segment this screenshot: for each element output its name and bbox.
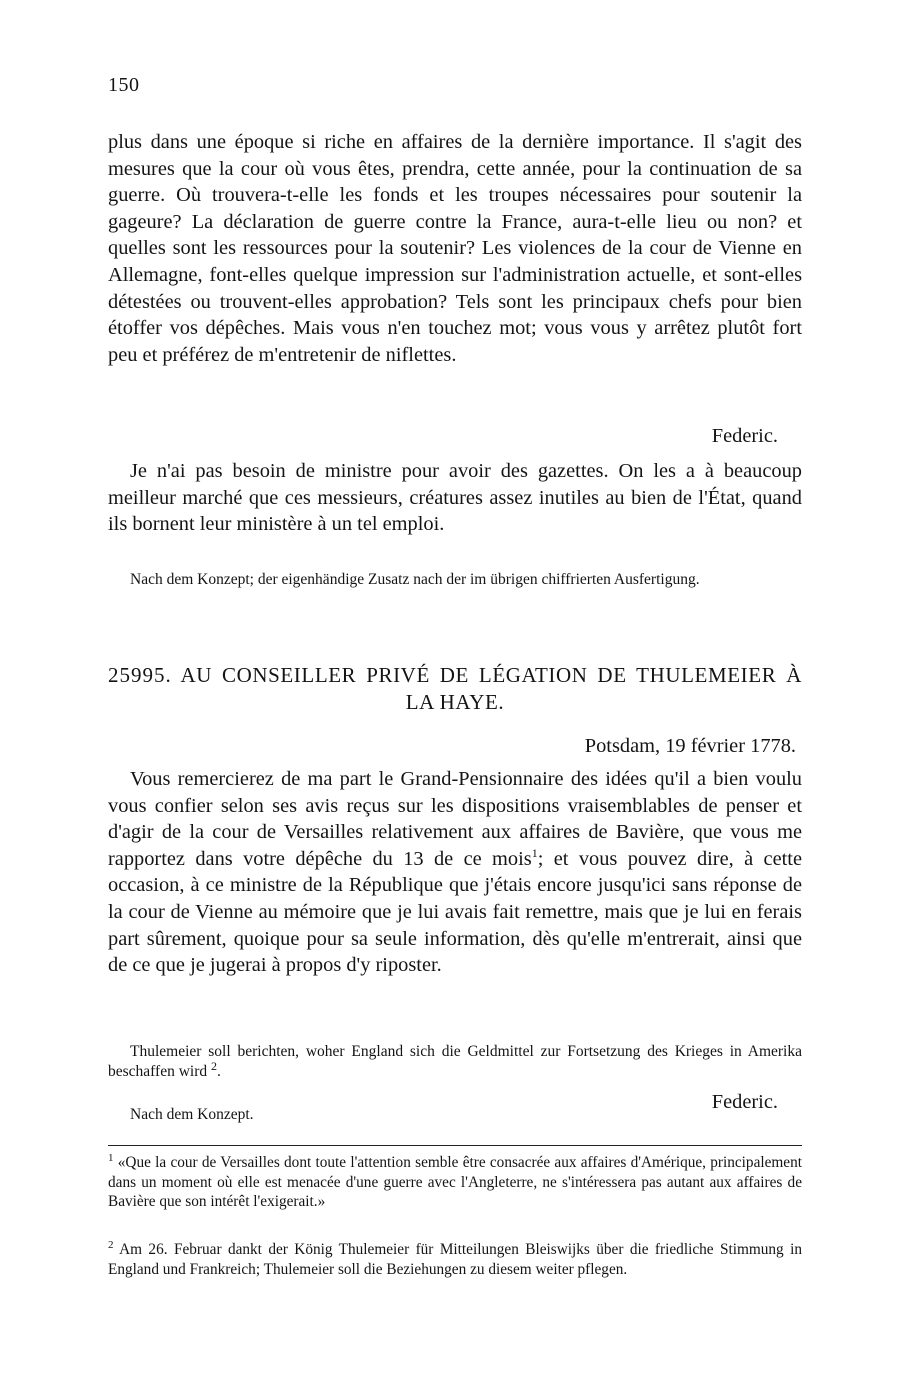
source-note-block-1 (108, 570, 802, 590)
footnote-ref-2[interactable]: 2 (211, 1058, 218, 1073)
continuation-block (108, 129, 802, 368)
continuation-paragraph: plus dans une époque si riche en affaires de la dernière importance. Il s'agit des mesures que la cour où vous êtes, prendra, cette année, pour la continuation de sa guerre. Où trouvera-t-elle les fonds et les troupes nécessaires pour soutenir la gageure? La déclaration de guerre contre la France, aura-t-elle lieu ou non? et quelles sont les ressources pour la soutenir? Les violences de la cour de Vienne en Allemagne, font-elles quelque impression sur l'administration actuelle, et sont-elles détestées ou trouvent-elles approbation? Tels sont les principaux chefs pour bien étoffer vos dépêches. Mais vous n'en touchez mot; vous vous y arrêtez plutôt fort peu et préférez de m'entretenir de niflettes. (108, 131, 802, 366)
footnote-ref-1[interactable]: 1 (531, 845, 538, 860)
source-note-2: Nach dem Konzept. (130, 1106, 254, 1123)
instruction-note (108, 1042, 802, 1082)
postscript-paragraph: Je n'ai pas besoin de ministre pour avoir des gazettes. On les a à beaucoup meilleur marché que ces messieurs, créatures assez inutiles au bien de l'État, quand ils bornent leur ministère à un tel emploi. (108, 460, 802, 536)
source-note-block-2 (108, 1105, 802, 1125)
letter-heading-block (108, 662, 802, 716)
letter-body-block (108, 766, 802, 979)
postscript-block (108, 458, 802, 538)
footnote-1 (108, 1153, 802, 1212)
instruction-text: Thulemeier soll berichten, woher England sich die Geldmittel zur Fortsetzung des Krieges in Amerika beschaffen wird (108, 1043, 802, 1080)
letter-body-part2: ; et vous pouvez dire, à cette occasion, à ce ministre de la République que j'étais encore jusqu'ici sans réponse de la cour de Vienne au mémoire que je lui avais fait remettre, mais que je lui en ferais part sûrement, quoique pour sa seule information, dès qu'elle m'entrerait, ainsi que de ce que je jugerai à propos d'y riposter. (108, 847, 802, 977)
footnote-1-mark: 1 (108, 1151, 114, 1164)
signature-federic-2: Federic. (711, 1091, 778, 1113)
signature-federic-1: Federic. (711, 425, 778, 447)
page-number: 150 (108, 74, 140, 96)
signature-block-1 (108, 423, 802, 449)
letter-body-paragraph (108, 766, 802, 979)
letter-body-part1: Vous remercierez de ma part le Grand-Pensionnaire des idées qu'il a bien voulu vous confier selon ses avis reçus sur les dispositions vraisemblables de penser et d'agir de la cour de Versailles relativement aux affaires de Bavière, que vous me rapportez dans votre dépêche du 13 de ce mois (108, 768, 802, 870)
footnote-2-block (108, 1240, 802, 1279)
source-note-1: Nach dem Konzept; der eigenhändige Zusatz nach der im übrigen chiffrierten Ausfertigung. (130, 571, 700, 588)
letter-number: 25995. (108, 663, 172, 687)
footnote-1-block (108, 1153, 802, 1212)
footnote-2 (108, 1240, 802, 1279)
letter-title: AU CONSEILLER PRIVÉ DE LÉGATION DE THULEMEIER À LA HAYE. (180, 663, 802, 714)
footnote-2-text: Am 26. Februar dankt der König Thulemeier für Mitteilungen Bleiswijks über die friedliche Stimmung in England und Frankreich; Thulemeier soll die Beziehungen zu diesem weiter pflegen. (108, 1241, 803, 1278)
instruction-block (108, 1042, 802, 1082)
dateline-block (108, 733, 802, 759)
footnote-2-mark: 2 (108, 1238, 114, 1251)
dateline: Potsdam, 19 février 1778. (584, 735, 796, 757)
letter-heading (108, 662, 802, 716)
footnote-divider (108, 1145, 802, 1146)
instruction-end: . (217, 1063, 221, 1080)
footnote-1-text: «Que la cour de Versailles dont toute l'attention semble être consacrée aux affaires d'Amérique, principalement dans un moment où elle est menacée d'une guerre avec l'Angleterre, ne s'intéressera pas autant aux affaires de Bavière que son intérêt l'exigerait.» (108, 1154, 802, 1211)
footnote-rule-block (108, 1145, 802, 1146)
